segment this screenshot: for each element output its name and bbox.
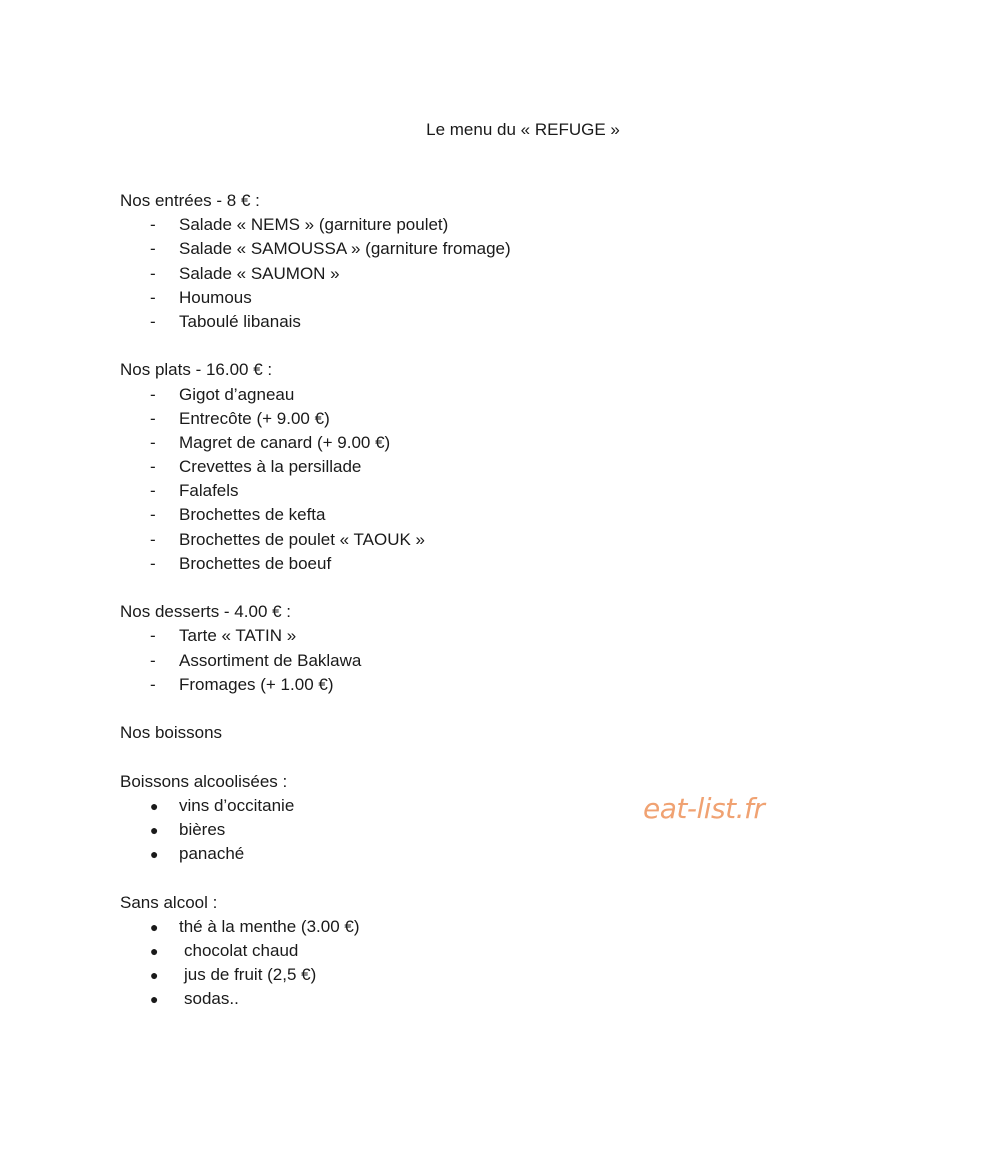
- item-label: jus de fruit (2,5 €): [184, 965, 317, 985]
- desserts-list: [120, 624, 820, 697]
- dash-marker: -: [150, 650, 156, 670]
- list-item: [120, 407, 820, 431]
- item-label: Brochettes de poulet « TAOUK »: [179, 529, 426, 549]
- dash-marker: -: [150, 432, 156, 452]
- item-label: panaché: [179, 844, 245, 864]
- item-label: Houmous: [179, 287, 252, 307]
- bullet-icon: ●: [150, 942, 159, 959]
- bullet-icon: ●: [150, 967, 159, 984]
- item-label: Salade « SAMOUSSA » (garniture fromage): [179, 239, 511, 259]
- dash-marker: -: [150, 408, 156, 428]
- list-item: [120, 963, 820, 987]
- list-item: [120, 213, 820, 237]
- spacer: [120, 745, 820, 769]
- list-item: [120, 262, 820, 286]
- entrees-list: [120, 213, 820, 334]
- item-label: Brochettes de boeuf: [179, 553, 332, 573]
- item-label: Falafels: [179, 481, 239, 501]
- item-label: Taboulé libanais: [179, 311, 301, 331]
- section-heading-sans-alcool: Sans alcool :: [120, 892, 218, 912]
- list-item: [120, 552, 820, 576]
- item-label: sodas..: [184, 989, 239, 1009]
- list-item: [120, 528, 820, 552]
- bullet-icon: ●: [150, 797, 159, 814]
- list-item: [120, 479, 820, 503]
- bullet-icon: ●: [150, 846, 159, 863]
- list-item: [120, 987, 820, 1011]
- sans-alcool-list: [120, 915, 820, 1012]
- page-title: Le menu du « REFUGE »: [426, 120, 620, 139]
- section-heading-desserts: Nos desserts - 4.00 € :: [120, 602, 292, 622]
- item-label: Salade « SAUMON »: [179, 263, 340, 283]
- item-label: Entrecôte (+ 9.00 €): [179, 408, 330, 428]
- dash-marker: -: [150, 215, 156, 235]
- bullet-icon: ●: [150, 918, 159, 935]
- spacer: [120, 697, 820, 721]
- dash-marker: -: [150, 529, 156, 549]
- dash-marker: -: [150, 287, 156, 307]
- dash-marker: -: [150, 239, 156, 259]
- list-item: [120, 842, 820, 866]
- dash-marker: -: [150, 505, 156, 525]
- item-label: Crevettes à la persillade: [179, 457, 362, 477]
- item-label: Magret de canard (+ 9.00 €): [179, 432, 391, 452]
- list-item: [120, 649, 820, 673]
- list-item: [120, 237, 820, 261]
- spacer: [120, 334, 820, 358]
- item-label: vins d’occitanie: [179, 795, 295, 815]
- item-label: Assortiment de Baklawa: [179, 650, 362, 670]
- bullet-icon: ●: [150, 821, 159, 838]
- item-label: Fromages (+ 1.00 €): [179, 674, 334, 694]
- list-item: [120, 939, 820, 963]
- watermark: eat-list.fr: [643, 792, 765, 825]
- dash-marker: -: [150, 674, 156, 694]
- item-label: thé à la menthe (3.00 €): [179, 916, 360, 936]
- list-item: [120, 431, 820, 455]
- list-item: [120, 624, 820, 648]
- section-heading-entrees: Nos entrées - 8 € :: [120, 191, 260, 210]
- list-item: [120, 310, 820, 334]
- list-item: [120, 503, 820, 527]
- item-label: Salade « NEMS » (garniture poulet): [179, 215, 449, 235]
- section-heading-alcoolisees: Boissons alcoolisées :: [120, 771, 288, 791]
- plats-list: [120, 383, 820, 577]
- item-label: bières: [179, 819, 226, 839]
- dash-marker: -: [150, 626, 156, 646]
- dash-marker: -: [150, 384, 156, 404]
- menu-content: [120, 189, 820, 1011]
- dash-marker: -: [150, 553, 156, 573]
- dash-marker: -: [150, 311, 156, 331]
- list-item: [120, 673, 820, 697]
- spacer: [120, 576, 820, 600]
- list-item: [120, 915, 820, 939]
- item-label: Tarte « TATIN »: [179, 626, 297, 646]
- section-heading-plats: Nos plats - 16.00 € :: [120, 360, 273, 380]
- dash-marker: -: [150, 457, 156, 477]
- dash-marker: -: [150, 481, 156, 501]
- list-item: [120, 286, 820, 310]
- item-label: chocolat chaud: [184, 940, 299, 960]
- dash-marker: -: [150, 263, 156, 283]
- spacer: [120, 866, 820, 890]
- bullet-icon: ●: [150, 991, 159, 1008]
- list-item: [120, 455, 820, 479]
- section-heading-boissons: Nos boissons: [120, 723, 223, 743]
- item-label: Brochettes de kefta: [179, 505, 326, 525]
- item-label: Gigot d’agneau: [179, 384, 295, 404]
- list-item: [120, 383, 820, 407]
